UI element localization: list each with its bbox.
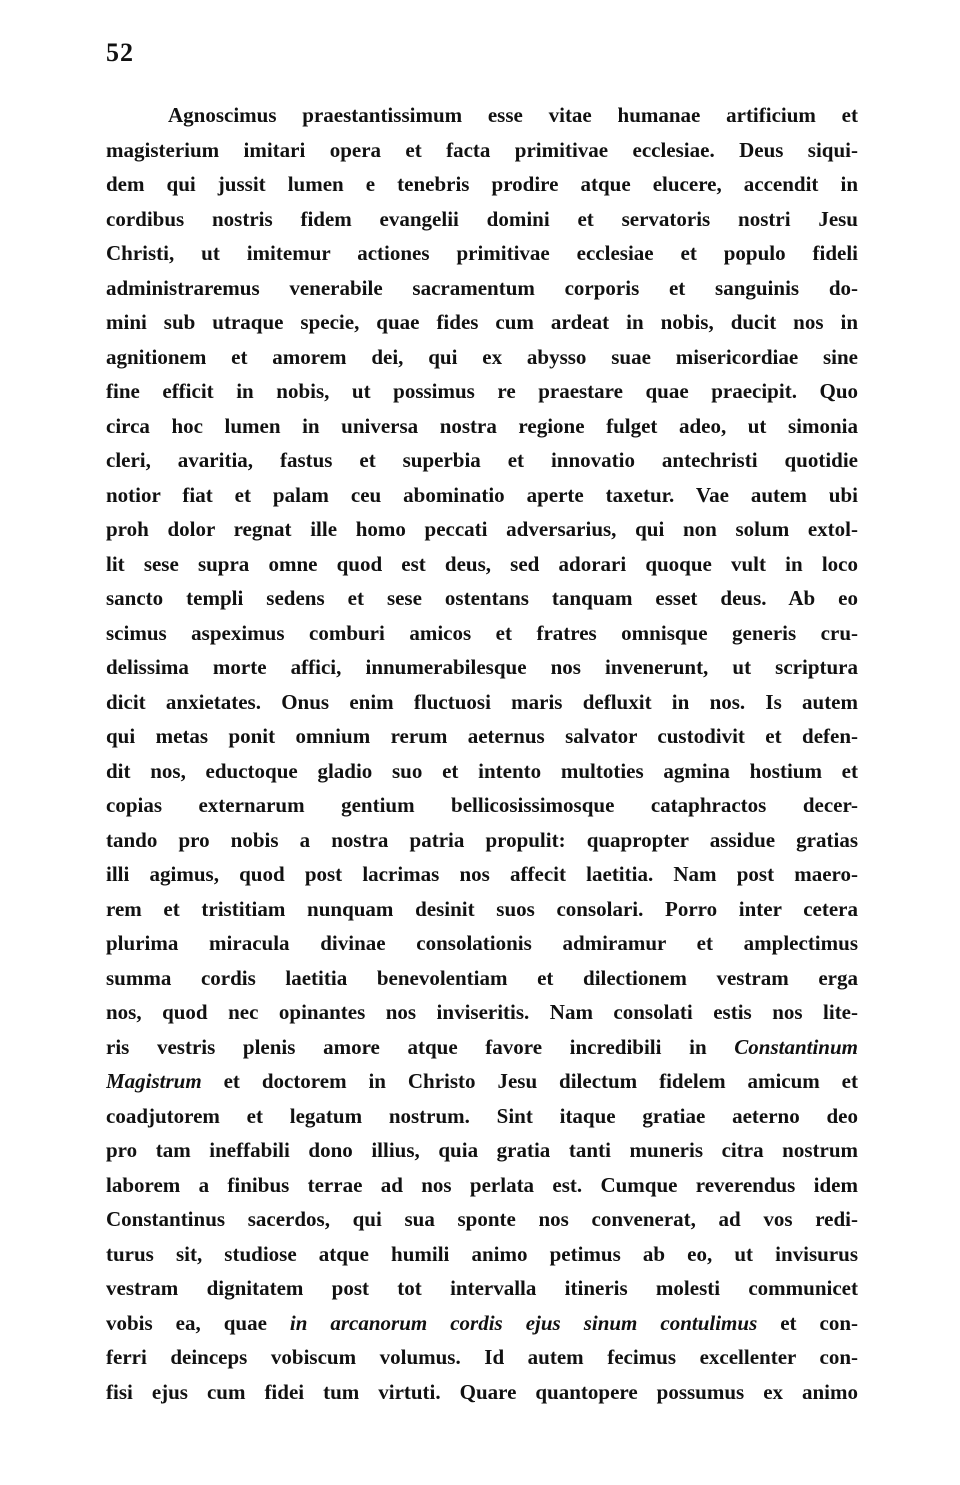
text-line: summa cordis laetitia benevolentiam et dilectionem vestram erga (106, 965, 858, 990)
text-line: pro tam ineffabili dono illius, quia gratia tanti muneris citra nostrum (106, 1138, 858, 1162)
text-line: ferri deinceps vobiscum volumus. Id autem fecimus excellenter con- (106, 1345, 858, 1369)
text-line: administraremus venerabile sacramentum corporis et sanguinis do- (106, 275, 858, 300)
text-line: sancto templi sedens et sese ostentans tanquam esset deus. Ab eo (106, 586, 858, 610)
text-line (106, 1064, 858, 1099)
text-line: tando pro nobis a nostra patria propulit: quapropter assidue gratias (106, 827, 858, 852)
text-line: lit sese supra omne quod est deus, sed adorari quoque vult in loco (106, 551, 858, 576)
text-line: Agnoscimus praestantissimum esse vitae humanae artificium et (168, 103, 858, 127)
text-line: circa hoc lumen in universa nostra regione fulget adeo, ut simonia (106, 413, 858, 438)
text-line: dem qui jussit lumen e tenebris prodire atque elucere, accendit in (106, 172, 858, 196)
text-line: proh dolor regnat ille homo peccati adversarius, qui non solum extol- (106, 517, 858, 541)
text-line: copias externarum gentium bellicosissimosque cataphractos decer- (106, 793, 858, 817)
text-line: vestram dignitatem post tot intervalla itineris molesti communicet (106, 1276, 858, 1300)
text-line: plurima miracula divinae consolationis admiramur et amplectimus (106, 931, 858, 955)
text-line: magisterium imitari opera et facta primitivae ecclesiae. Deus siqui- (106, 137, 858, 162)
text-line: delissima morte affici, innumerabilesque nos invenerunt, ut scriptura (106, 655, 858, 679)
text-line: dit nos, eductoque gladio suo et intento multoties agmina hostium et (106, 758, 858, 783)
text-line: coadjutorem et legatum nostrum. Sint itaque gratiae aeterno deo (106, 1103, 858, 1128)
text-run: et doctorem in Christo Jesu dilectum fidelem amicum et (201, 1069, 858, 1093)
text-line: notior fiat et palam ceu abominatio aperte taxetur. Vae autem ubi (106, 482, 858, 507)
text-line: nos, quod nec opinantes nos inviseritis. Nam consolati estis nos lite- (106, 1000, 858, 1024)
page-number: 52 (106, 38, 134, 67)
text-run: ris vestris plenis amore atque favore incredibili in (106, 1034, 735, 1059)
italic-name: Magistrum (106, 1069, 202, 1093)
text-run: et con- (757, 1310, 858, 1335)
text-line: laborem a finibus terrae ad nos perlata est. Cumque reverendus idem (106, 1172, 858, 1197)
text-line: illi agimus, quod post lacrimas nos affecit laetitia. Nam post maero- (106, 862, 858, 886)
italic-name: Constantinum (734, 1034, 858, 1059)
text-line: dicit anxietates. Onus enim fluctuosi maris defluxit in nos. Is autem (106, 689, 858, 714)
text-line: Constantinus sacerdos, qui sua sponte nos convenerat, ad vos redi- (106, 1207, 858, 1231)
text-line: fisi ejus cum fidei tum virtuti. Quare quantopere possumus ex animo (106, 1379, 858, 1404)
text-line: rem et tristitiam nunquam desinit suos consolari. Porro inter cetera (106, 896, 858, 921)
italic-quote: in arcanorum cordis ejus sinum contulimus (289, 1310, 758, 1335)
text-line: Christi, ut imitemur actiones primitivae ecclesiae et populo fideli (106, 241, 858, 265)
text-line: mini sub utraque specie, quae fides cum ardeat in nobis, ducit nos in (106, 310, 858, 334)
text-line: qui metas ponit omnium rerum aeternus salvator custodivit et defen- (106, 724, 858, 748)
text-run: vobis ea, quae (106, 1310, 290, 1335)
text-line: turus sit, studiose atque humili animo petimus ab eo, ut invisurus (106, 1241, 858, 1266)
text-line: cleri, avaritia, fastus et superbia et innovatio antechristi quotidie (106, 448, 858, 472)
text-line: fine efficit in nobis, ut possimus re praestare quae praecipit. Quo (106, 379, 858, 403)
text-line (106, 1030, 858, 1065)
text-line (106, 1306, 858, 1341)
text-line: scimus aspeximus comburi amicos et fratres omnisque generis cru- (106, 620, 858, 645)
body-text (106, 98, 858, 1409)
text-line: cordibus nostris fidem evangelii domini et servatoris nostri Jesu (106, 206, 858, 231)
text-line: agnitionem et amorem dei, qui ex abysso suae misericordiae sine (106, 344, 858, 369)
